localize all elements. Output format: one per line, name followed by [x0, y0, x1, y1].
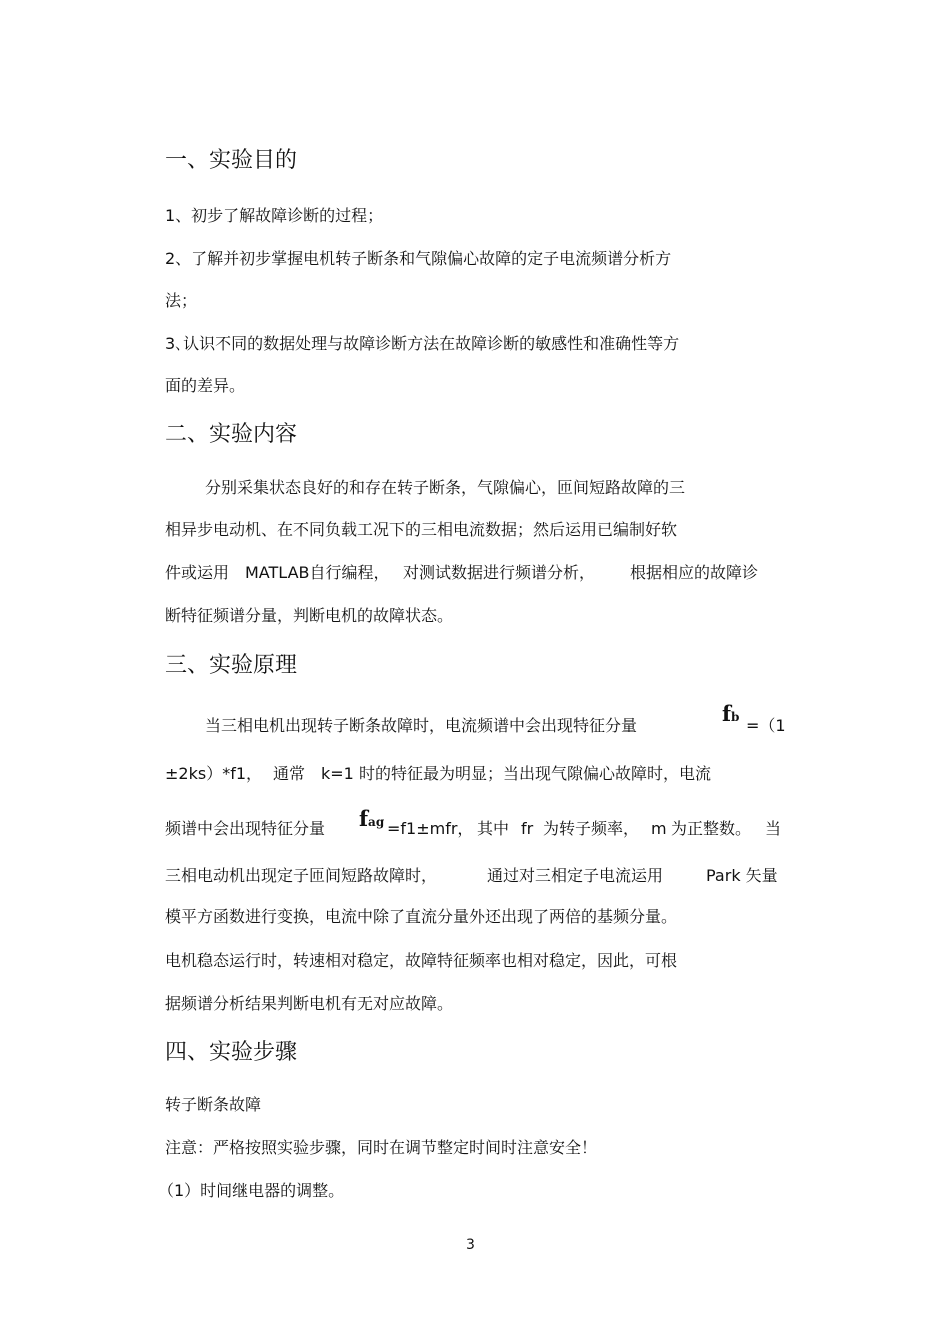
principle-line-4-part-3: Park 矢量	[706, 866, 778, 885]
page-number: 3	[466, 1237, 475, 1253]
section-heading-steps: 四、实验步骤	[165, 1040, 298, 1065]
content-line-3	[165, 563, 785, 583]
principle-line-2-part-4: 时的特征最为明显；当出现气隙偏心故障时，电流	[359, 764, 712, 783]
purpose-item-2-cont: 法；	[165, 291, 198, 310]
fag-symbol-main: f	[359, 806, 369, 831]
principle-line-6: 电机稳态运行时，转速相对稳定，故障特征频率也相对稳定，因此，可根	[165, 951, 678, 970]
principle-line-2-part-3: k=1	[321, 764, 354, 783]
principle-line-4	[165, 866, 785, 886]
purpose-item-2: 2、了解并初步掌握电机转子断条和气隙偏心故障的定子电流频谱分析方	[165, 249, 672, 268]
principle-line-2-part-2: 通常	[273, 764, 306, 783]
principle-line-3-part-6: m	[651, 819, 667, 838]
section-heading-content: 二、实验内容	[165, 422, 298, 447]
principle-line-3-part-3: 其中	[477, 819, 510, 838]
principle-line-2-part-1: ±2ks）*f1，	[165, 764, 263, 783]
content-line-3-part-4: 根据相应的故障诊	[630, 563, 759, 582]
fag-symbol	[359, 806, 385, 832]
principle-line-3-part-8: 当	[765, 819, 782, 838]
principle-line-2	[165, 764, 785, 784]
principle-line-3-part-4: fr	[521, 819, 534, 838]
content-line-1: 分别采集状态良好的和存在转子断条，气隙偏心，匝间短路故障的三	[205, 478, 686, 497]
principle-line-4-part-1: 三相电动机出现定子匝间短路故障时，	[165, 866, 438, 885]
principle-line-3-part-1: 频谱中会出现特征分量	[165, 819, 326, 838]
principle-line-7: 据频谱分析结果判断电机有无对应故障。	[165, 994, 454, 1013]
principle-line-1	[205, 701, 795, 736]
steps-subheading: 转子断条故障	[165, 1095, 262, 1114]
fb-symbol-main: f	[722, 701, 732, 726]
fag-symbol-sub: ag	[368, 815, 385, 829]
principle-line-1-text: 当三相电机出现转子断条故障时，电流频谱中会出现特征分量	[205, 716, 638, 735]
content-line-3-part-1: 件或运用	[165, 563, 230, 582]
principle-line-3-part-2: =f1±mfr，	[387, 819, 474, 838]
principle-line-3	[165, 806, 785, 839]
content-line-3-part-2: MATLAB自行编程，	[245, 563, 390, 582]
principle-line-3-part-7: 为正整数。	[671, 819, 752, 838]
section-heading-principle: 三、实验原理	[165, 653, 298, 678]
fb-symbol	[722, 701, 740, 727]
fb-symbol-sub: b	[731, 710, 740, 724]
principle-line-1-end: =（1	[746, 716, 786, 735]
purpose-item-3-cont: 面的差异。	[165, 376, 246, 395]
steps-item-1: （1）时间继电器的调整。	[158, 1181, 345, 1200]
purpose-item-3: 3､认识不同的数据处理与故障诊断方法在故障诊断的敏感性和准确性等方	[165, 334, 680, 353]
principle-line-3-part-5: 为转子频率，	[543, 819, 640, 838]
principle-line-5: 模平方函数进行变换，电流中除了直流分量外还出现了两倍的基频分量。	[165, 907, 678, 926]
content-line-3-part-3: 对测试数据进行频谱分析，	[403, 563, 596, 582]
content-line-4: 断特征频谱分量，判断电机的故障状态。	[165, 606, 454, 625]
principle-line-4-part-2: 通过对三相定子电流运用	[487, 866, 664, 885]
section-heading-purpose: 一、实验目的	[165, 148, 298, 173]
steps-notice: 注意：严格按照实验步骤，同时在调节整定时间时注意安全！	[165, 1138, 598, 1157]
purpose-item-1: 1、初步了解故障诊断的过程；	[165, 206, 384, 225]
content-line-2: 相异步电动机、在不同负载工况下的三相电流数据；然后运用已编制好软	[165, 520, 678, 539]
